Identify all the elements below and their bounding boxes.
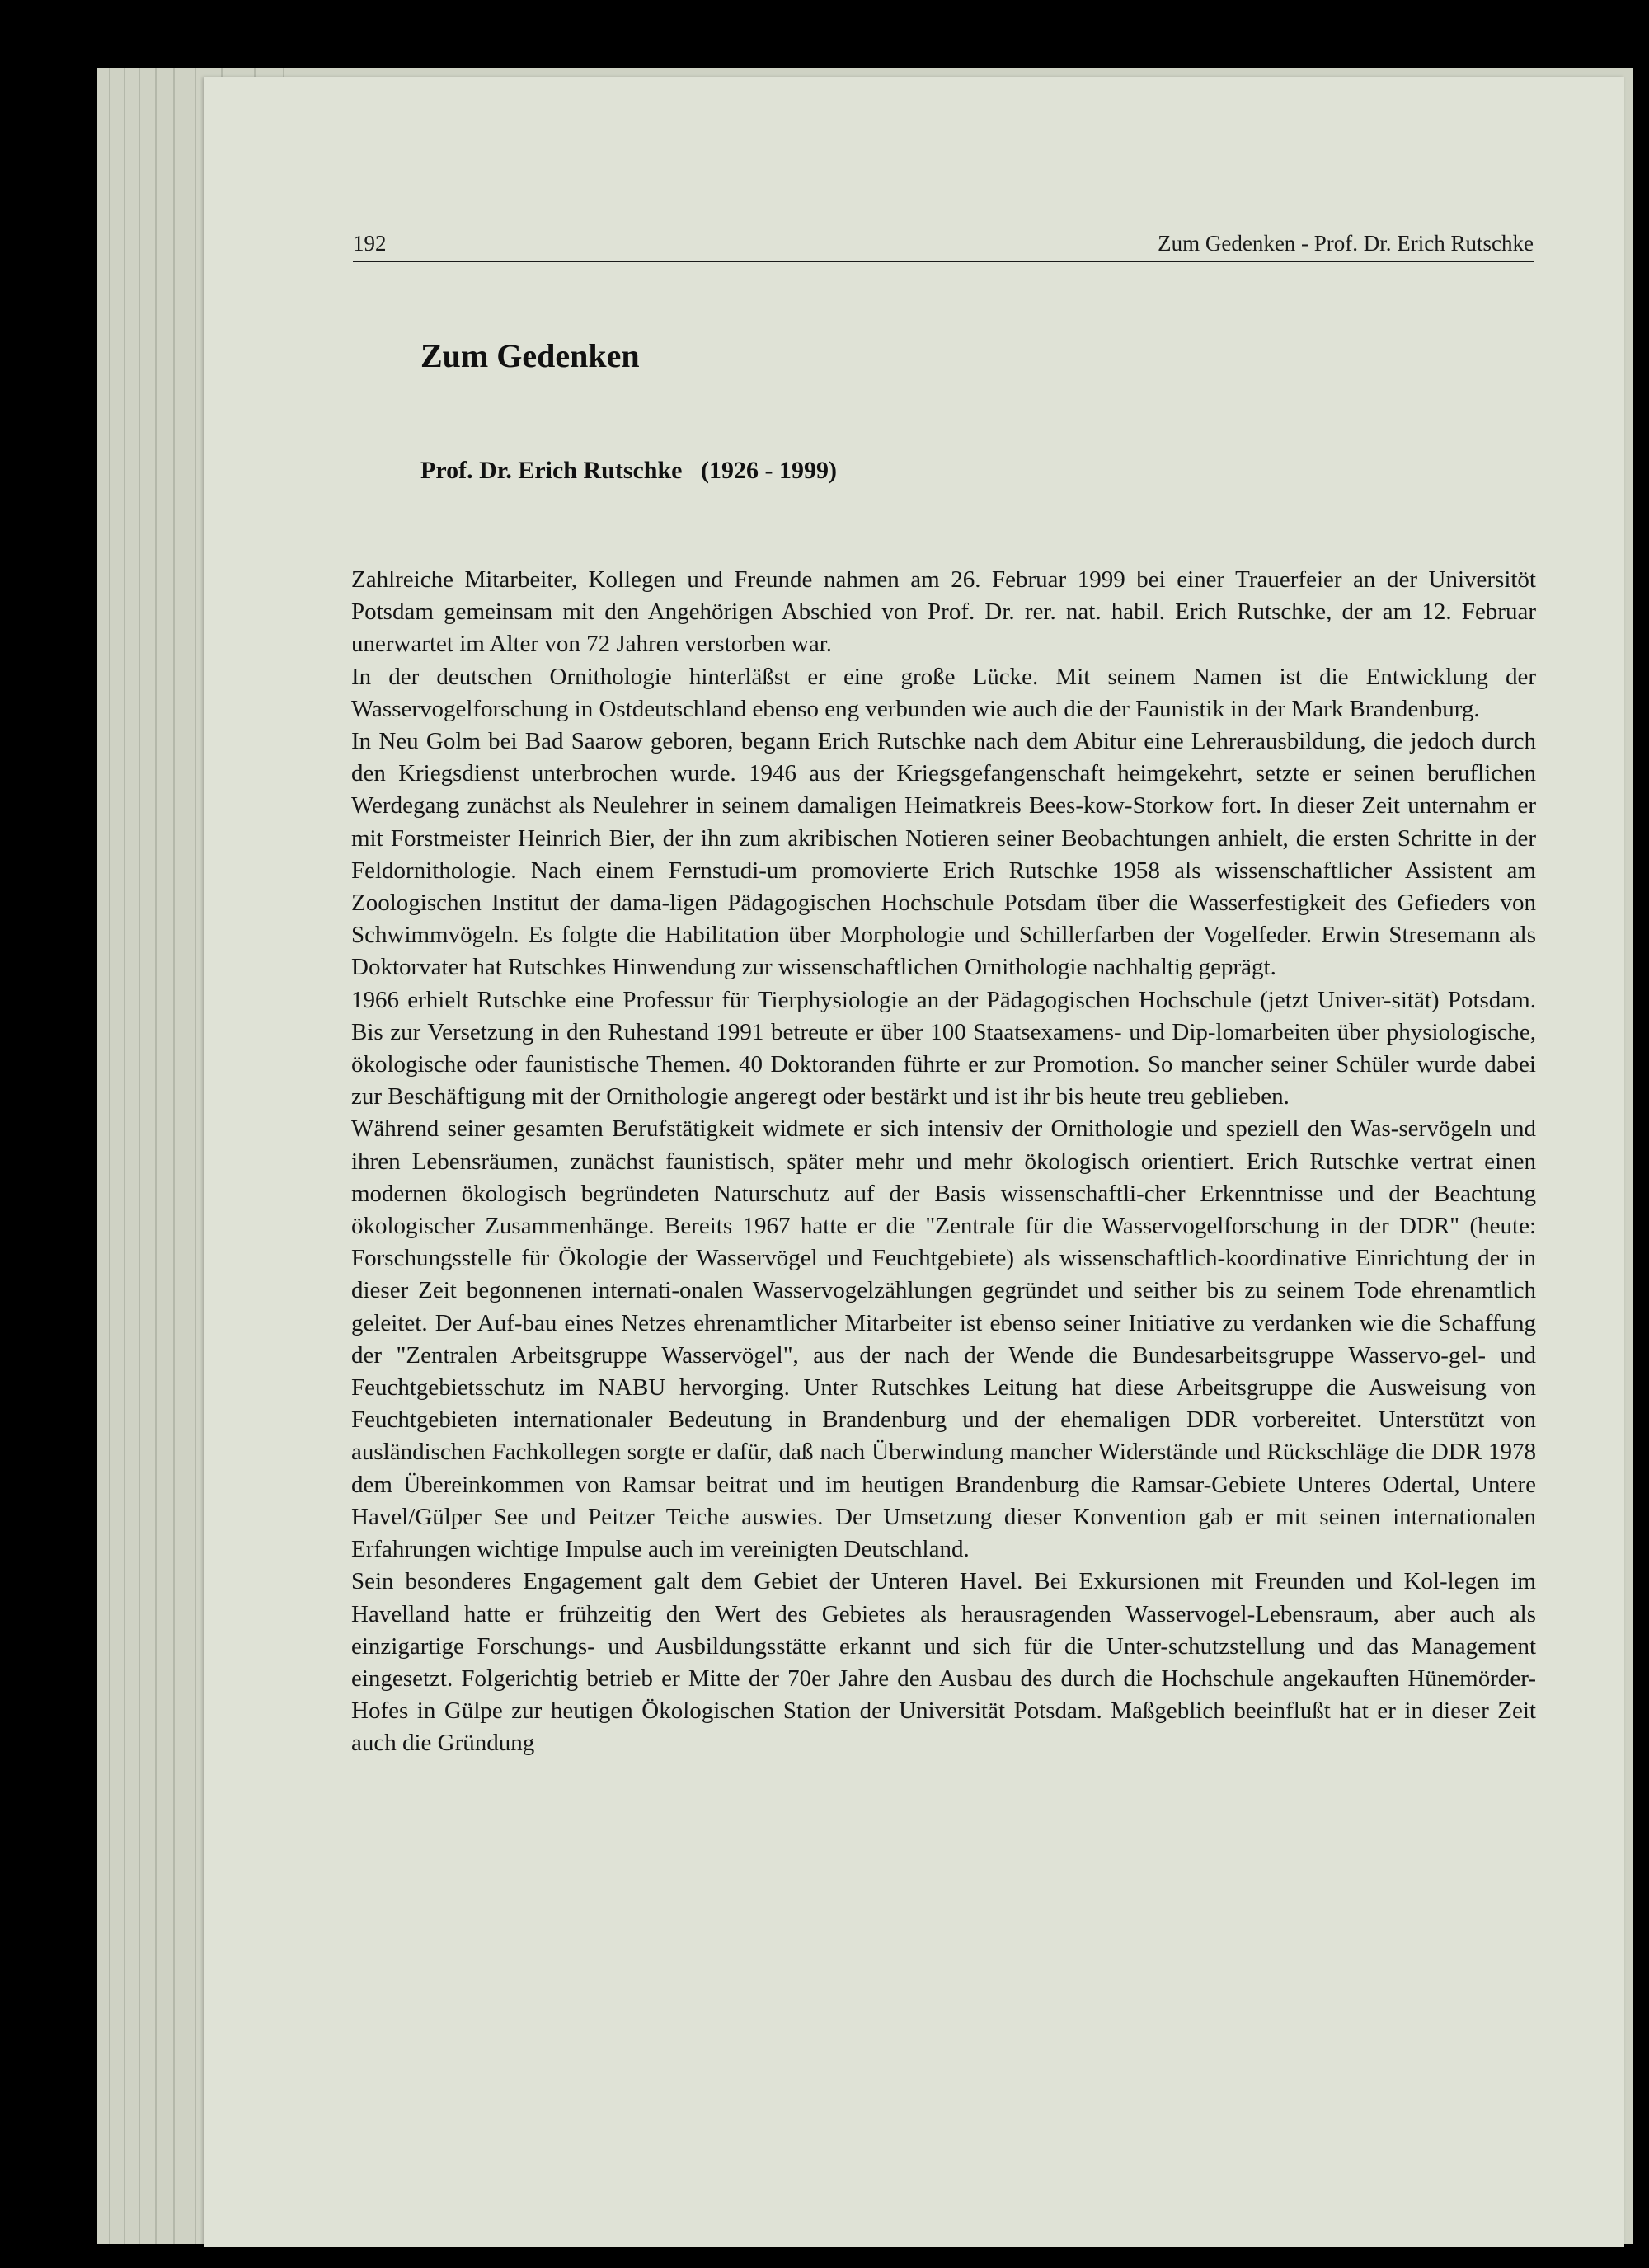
paragraph: Zahlreiche Mitarbeiter, Kollegen und Freunde nahmen am 26. Februar 1999 bei einer Trauerfeier an der Universitöt Potsdam gemeinsam mit den Angehörigen Abschied von Prof. Dr. rer. nat. habil. Erich Rutschke, der am 12. Februar unerwartet im Alter von 72 Jahren verstorben war.: [351, 566, 1536, 658]
paragraph: Während seiner gesamten Berufstätigkeit widmete er sich intensiv der Ornithologie und speziell den Was-servögeln und ihren Lebensräumen, zunächst faunistisch, später mehr und mehr ökologisch orientiert. Erich Rutschke vertrat einen modernen ökologisch begründeten Naturschutz auf der Basis wissenschaftli-cher Erkenntnisse und der Beachtung ökologischer Zusammenhänge. Bereits 1967 hatte er die "Zentrale für die Wasservogelforschung in der DDR" (heute: Forschungsstelle für Ökologie der Wasservögel und Feuchtgebiete) als wissenschaftlich-koordinative Einrichtung der in dieser Zeit begonnenen internati-onalen Wasservogelzählungen gegründet und seither bis zu seinem Tode ehrenamtlich geleitet. Der Auf-bau eines Netzes ehrenamtlicher Mitarbeiter ist ebenso seiner Initiative zu verdanken wie die Schaffung der "Zentralen Arbeitsgruppe Wasservögel", aus der nach der Wende die Bundesarbeitsgruppe Wasservo-gel- und Feuchtgebietsschutz im NABU hervorging. Unter Rutschkes Leitung hat diese Arbeitsgruppe die Ausweisung von Feuchtgebieten internationaler Bedeutung in Brandenburg und der ehemaligen DDR vorbereitet. Unterstützt von ausländischen Fachkollegen sorgte er dafür, daß nach Überwindung mancher Widerstände und Rückschläge die DDR 1978 dem Übereinkommen von Ramsar beitrat und im heutigen Brandenburg die Ramsar-Gebiete Unteres Odertal, Untere Havel/Gülper See und Peitzer Teiche auswies. Der Umsetzung dieser Konvention gab er mit seinen internationalen Erfahrungen wichtige Impulse auch im vereinigten Deutschland.: [351, 1115, 1536, 1563]
page-edge: [173, 68, 175, 2244]
page-edge: [195, 68, 196, 2244]
paragraph: 1966 erhielt Rutschke eine Professur für Tierphysiologie an der Pädagogischen Hochschule (jetzt Univer-sität) Potsdam. Bis zur Versetzung in den Ruhestand 1991 betreute er über 100 Staatsexamens- und Dip-lomarbeiten über physiologische, ökologische oder faunistische Themen. 40 Doktoranden führte er zur Promotion. So mancher seiner Schüler wurde dabei zur Beschäftigung mit der Ornithologie angeregt oder bestärkt und ist ihr bis heute treu geblieben.: [351, 986, 1536, 1111]
paragraph: In der deutschen Ornithologie hinterläßst er eine große Lücke. Mit seinem Namen ist die Entwicklung der Wasservogelforschung in Ostdeutschland ebenso eng verbunden wie auch die der Faunistik in der Mark Brandenburg.: [351, 663, 1536, 722]
page-number: 192: [353, 231, 387, 256]
paragraph: In Neu Golm bei Bad Saarow geboren, begann Erich Rutschke nach dem Abitur eine Lehrerausbildung, die jedoch durch den Kriegsdienst unterbrochen wurde. 1946 aus der Kriegsgefangenschaft heimgekehrt, setzte er seinen beruflichen Werdegang zunächst als Neulehrer in seinem damaligen Heimatkreis Bees-kow-Storkow fort. In dieser Zeit unternahm er mit Forstmeister Heinrich Bier, der ihn zum akribischen Notieren seiner Beobachtungen anhielt, die ersten Schritte in der Feldornithologie. Nach einem Fernstudi-um promovierte Erich Rutschke 1958 als wissenschaftlicher Assistent am Zoologischen Institut der dama-ligen Pädagogischen Hochschule Potsdam über die Wasserfestigkeit des Gefieders von Schwimmvögeln. Es folgte die Habilitation über Morphologie und Schillerfarben der Vogelfeder. Erwin Stresemann als Doktorvater hat Rutschkes Hinwendung zur wissenschaftlichen Ornithologie nachhaltig geprägt.: [351, 728, 1536, 981]
page-edge: [124, 68, 125, 2244]
page-edge: [109, 68, 110, 2244]
page-edge: [139, 68, 140, 2244]
article-subtitle: Prof. Dr. Erich Rutschke (1926 - 1999): [420, 457, 837, 484]
body-text: [351, 564, 1536, 1760]
page-title: Zum Gedenken: [420, 337, 640, 374]
paragraph: Sein besonderes Engagement galt dem Gebiet der Unteren Havel. Bei Exkursionen mit Freunden und Kol-legen im Havelland hatte er frühzeitig den Wert des Gebietes als herausragenden Wasservogel-Lebensraum, aber auch als einzigartige Forschungs- und Ausbildungsstätte erkannt und sich für die Unter-schutzstellung und das Management eingesetzt. Folgerichtig betrieb er Mitte der 70er Jahre den Ausbau des durch die Hochschule angekauften Hünemörder-Hofes in Gülpe zur heutigen Ökologischen Station der Universität Potsdam. Maßgeblich beeinflußt hat er in dieser Zeit auch die Gründung: [351, 1568, 1536, 1757]
document-page: [204, 77, 1624, 2247]
page-header: [353, 231, 1534, 262]
page-edge: [155, 68, 157, 2244]
running-title: Zum Gedenken - Prof. Dr. Erich Rutschke: [1158, 231, 1534, 256]
